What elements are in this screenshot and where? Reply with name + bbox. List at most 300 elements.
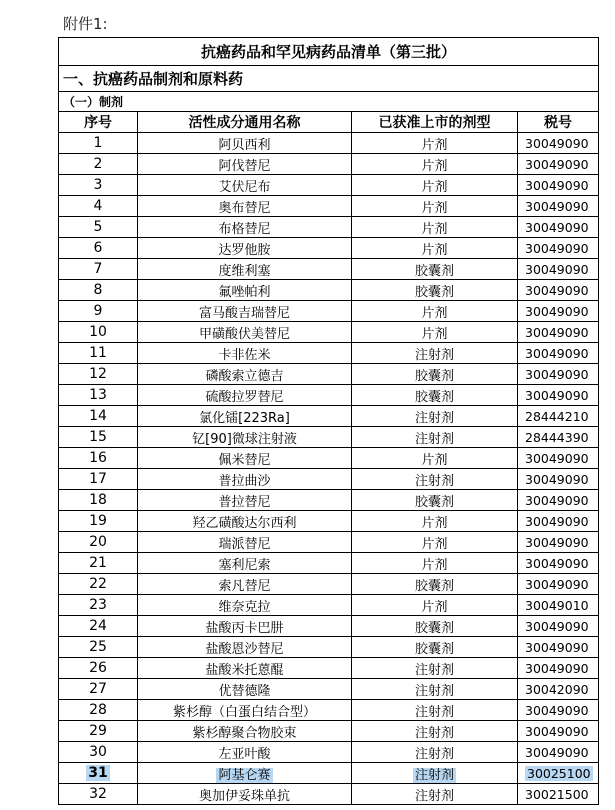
tax-code-text: 30049090	[525, 219, 589, 235]
tax-code	[518, 616, 599, 637]
dosage-form-text: 胶囊剂	[414, 284, 454, 300]
dosage-form-text: 注射剂	[414, 410, 454, 426]
drug-name	[138, 238, 352, 259]
tax-code	[518, 637, 599, 658]
drug-name	[138, 595, 352, 616]
dosage-form	[352, 616, 518, 637]
dosage-form-text: 注射剂	[414, 725, 454, 741]
drug-name-text: 硫酸拉罗替尼	[205, 389, 284, 405]
drug-name	[138, 511, 352, 532]
row-number-text: 18	[89, 492, 107, 508]
row-number-text: 14	[89, 408, 107, 424]
table-row	[59, 175, 599, 196]
drug-name	[138, 616, 352, 637]
dosage-form	[352, 532, 518, 553]
dosage-form-text: 注射剂	[414, 473, 454, 489]
dosage-form	[352, 427, 518, 448]
drug-name-text: 度维利塞	[218, 263, 271, 279]
subsection-heading: （一）制剂	[59, 92, 599, 112]
drug-name-text: 阿基仑赛	[218, 767, 271, 783]
tax-code-text: 28444390	[525, 429, 589, 445]
row-number	[59, 511, 138, 532]
drug-name-text: 佩米替尼	[218, 452, 271, 468]
tax-code	[518, 658, 599, 679]
drug-name	[138, 322, 352, 343]
tax-code-text: 28444210	[525, 408, 589, 424]
table-row	[59, 721, 599, 742]
table-row	[59, 259, 599, 280]
dosage-form	[352, 553, 518, 574]
table-row	[59, 427, 599, 448]
tax-code	[518, 196, 599, 217]
tax-code-text: 30049090	[525, 135, 589, 151]
tax-code-text: 30049090	[525, 702, 589, 718]
tax-code-text: 30049090	[525, 198, 589, 214]
row-number-text: 32	[89, 786, 107, 802]
tax-code	[518, 553, 599, 574]
tax-code-text: 30049090	[525, 744, 589, 760]
drug-name-text: 普拉曲沙	[218, 473, 271, 489]
dosage-form-text: 胶囊剂	[414, 641, 454, 657]
row-number-text: 24	[89, 618, 107, 634]
dosage-form-text: 片剂	[421, 200, 448, 216]
tax-code-text: 30049090	[525, 576, 589, 592]
dosage-form	[352, 490, 518, 511]
table-row	[59, 217, 599, 238]
table-row	[59, 238, 599, 259]
table-row	[59, 343, 599, 364]
drug-name-text: 奥布替尼	[218, 200, 271, 216]
drug-name-text: 富马酸吉瑞替尼	[198, 305, 290, 321]
drug-name	[138, 469, 352, 490]
table-row	[59, 133, 599, 154]
drug-name	[138, 448, 352, 469]
row-number-text: 6	[93, 240, 103, 256]
section-heading: 一、抗癌药品制剂和原料药	[59, 66, 599, 92]
drug-name	[138, 217, 352, 238]
row-number	[59, 343, 138, 364]
tax-code-text: 30049090	[525, 261, 589, 277]
dosage-form-text: 片剂	[421, 242, 448, 258]
row-number-text: 10	[89, 324, 107, 340]
dosage-form	[352, 469, 518, 490]
tax-code	[518, 700, 599, 721]
row-number	[59, 679, 138, 700]
row-number	[59, 721, 138, 742]
drug-name-text: 盐酸米托蒽醌	[205, 662, 284, 678]
dosage-form	[352, 448, 518, 469]
tax-code-text: 30049090	[525, 345, 589, 361]
row-number	[59, 658, 138, 679]
dosage-form	[352, 637, 518, 658]
tax-code-text: 30049090	[525, 324, 589, 340]
row-number	[59, 553, 138, 574]
dosage-form	[352, 217, 518, 238]
row-number	[59, 301, 138, 322]
dosage-form-text: 片剂	[421, 452, 448, 468]
row-number-text: 29	[89, 723, 107, 739]
row-number	[59, 700, 138, 721]
tax-code-text: 30049090	[525, 156, 589, 172]
dosage-form-text: 注射剂	[414, 704, 454, 720]
tax-code	[518, 133, 599, 154]
dosage-form-text: 片剂	[421, 221, 448, 237]
table-row	[59, 469, 599, 490]
table-row	[59, 574, 599, 595]
row-number-text: 25	[89, 639, 107, 655]
tax-code	[518, 259, 599, 280]
dosage-form-text: 片剂	[421, 305, 448, 321]
row-number	[59, 742, 138, 763]
dosage-form	[352, 154, 518, 175]
dosage-form	[352, 679, 518, 700]
attachment-label: 附件1:	[63, 15, 108, 33]
dosage-form	[352, 259, 518, 280]
row-number-text: 15	[89, 429, 107, 445]
drug-name-text: 优替德隆	[218, 683, 271, 699]
tax-code-text: 30049090	[525, 660, 589, 676]
row-number	[59, 637, 138, 658]
tax-code	[518, 217, 599, 238]
drug-name-text: 达罗他胺	[218, 242, 271, 258]
row-number-text: 30	[89, 744, 107, 760]
table-row	[59, 154, 599, 175]
header-form: 已获准上市的剂型	[352, 112, 518, 133]
row-number-text: 12	[89, 366, 107, 382]
drug-name-text: 甲磺酸伏美替尼	[198, 326, 290, 342]
table-row	[59, 763, 599, 784]
row-number-text: 7	[93, 261, 103, 277]
dosage-form	[352, 658, 518, 679]
row-number	[59, 763, 138, 784]
dosage-form-text: 注射剂	[414, 746, 454, 762]
drug-name	[138, 301, 352, 322]
tax-code-text: 30049090	[525, 303, 589, 319]
drug-name	[138, 721, 352, 742]
tax-code-text: 30049090	[525, 723, 589, 739]
dosage-form-text: 胶囊剂	[414, 620, 454, 636]
row-number	[59, 469, 138, 490]
dosage-form-text: 片剂	[421, 599, 448, 615]
tax-code-text: 30025100	[527, 765, 591, 781]
row-number-text: 9	[93, 303, 103, 319]
row-number-text: 28	[89, 702, 107, 718]
tax-code	[518, 301, 599, 322]
section-heading-row	[59, 66, 599, 92]
table-row	[59, 637, 599, 658]
tax-code-text: 30049090	[525, 240, 589, 256]
row-number	[59, 280, 138, 301]
drug-name	[138, 784, 352, 805]
tax-code	[518, 427, 599, 448]
dosage-form-text: 注射剂	[414, 683, 454, 699]
tax-code-text: 30049090	[525, 366, 589, 382]
row-number-text: 27	[89, 681, 107, 697]
header-tax: 税号	[518, 112, 599, 133]
row-number-text: 4	[93, 198, 103, 214]
tax-code-text: 30049010	[525, 597, 589, 613]
row-number-text: 26	[89, 660, 107, 676]
tax-code-text: 30049090	[525, 387, 589, 403]
tax-code-text: 30049090	[525, 555, 589, 571]
drug-name	[138, 364, 352, 385]
row-number	[59, 616, 138, 637]
row-number	[59, 385, 138, 406]
drug-name-text: 卡非佐米	[218, 347, 271, 363]
row-number	[59, 406, 138, 427]
table-row	[59, 385, 599, 406]
tax-code	[518, 322, 599, 343]
dosage-form-text: 胶囊剂	[414, 263, 454, 279]
drug-name	[138, 385, 352, 406]
tax-code	[518, 763, 599, 784]
dosage-form	[352, 133, 518, 154]
row-number-text: 8	[93, 282, 103, 298]
dosage-form	[352, 784, 518, 805]
dosage-form-text: 片剂	[421, 557, 448, 573]
dosage-form	[352, 511, 518, 532]
table-row	[59, 658, 599, 679]
table-row	[59, 532, 599, 553]
table-row	[59, 280, 599, 301]
drug-name-text: 左亚叶酸	[218, 746, 271, 762]
tax-code	[518, 574, 599, 595]
drug-name-text: 维奈克拉	[218, 599, 271, 615]
tax-code-text: 30049090	[525, 177, 589, 193]
column-header-row	[59, 112, 599, 133]
row-number-text: 13	[89, 387, 107, 403]
table-row	[59, 700, 599, 721]
dosage-form	[352, 700, 518, 721]
table-title-row	[59, 38, 599, 66]
row-number	[59, 322, 138, 343]
drug-name	[138, 658, 352, 679]
row-number	[59, 259, 138, 280]
row-number-text: 16	[89, 450, 107, 466]
table-row	[59, 511, 599, 532]
dosage-form-text: 注射剂	[414, 788, 454, 804]
tax-code-text: 30049090	[525, 492, 589, 508]
dosage-form	[352, 175, 518, 196]
row-number-text: 5	[93, 219, 103, 235]
tax-code-text: 30049090	[525, 513, 589, 529]
tax-code	[518, 679, 599, 700]
dosage-form	[352, 196, 518, 217]
tax-code	[518, 364, 599, 385]
drug-name-text: 紫杉醇（白蛋白结合型）	[172, 704, 316, 720]
drug-name-text: 磷酸索立德吉	[205, 368, 284, 384]
dosage-form	[352, 742, 518, 763]
row-number	[59, 490, 138, 511]
dosage-form	[352, 763, 518, 784]
row-number	[59, 175, 138, 196]
table-row	[59, 784, 599, 805]
subsection-heading-row	[59, 92, 599, 112]
tax-code	[518, 595, 599, 616]
table-row	[59, 301, 599, 322]
table-row	[59, 742, 599, 763]
drug-name	[138, 490, 352, 511]
dosage-form-text: 胶囊剂	[414, 494, 454, 510]
drug-name	[138, 175, 352, 196]
row-number-text: 2	[93, 156, 103, 172]
tax-code	[518, 343, 599, 364]
tax-code	[518, 406, 599, 427]
drug-name-text: 奥加伊妥珠单抗	[198, 788, 290, 804]
tax-code	[518, 511, 599, 532]
table-row	[59, 616, 599, 637]
row-number	[59, 595, 138, 616]
drug-name-text: 索凡替尼	[218, 578, 271, 594]
row-number	[59, 427, 138, 448]
drug-name	[138, 679, 352, 700]
tax-code-text: 30049090	[525, 534, 589, 550]
row-number	[59, 133, 138, 154]
dosage-form-text: 胶囊剂	[414, 389, 454, 405]
dosage-form	[352, 406, 518, 427]
dosage-form	[352, 238, 518, 259]
row-number	[59, 574, 138, 595]
drug-name	[138, 406, 352, 427]
table-row	[59, 595, 599, 616]
table-row	[59, 406, 599, 427]
drug-name-text: 羟乙磺酸达尔西利	[192, 515, 297, 531]
dosage-form	[352, 385, 518, 406]
tax-code-text: 30049090	[525, 471, 589, 487]
row-number-text: 23	[89, 597, 107, 613]
drug-name-text: 氯化镭[223Ra]	[199, 410, 290, 426]
dosage-form-text: 片剂	[421, 179, 448, 195]
tax-code-text: 30042090	[525, 681, 589, 697]
drug-name	[138, 154, 352, 175]
drug-name	[138, 280, 352, 301]
row-number-text: 17	[89, 471, 107, 487]
tax-code-text: 30049090	[525, 450, 589, 466]
tax-code	[518, 385, 599, 406]
dosage-form-text: 片剂	[421, 515, 448, 531]
row-number-text: 22	[89, 576, 107, 592]
drug-list-table	[58, 37, 599, 805]
drug-name	[138, 427, 352, 448]
row-number-text: 3	[93, 177, 103, 193]
table-row	[59, 553, 599, 574]
drug-name	[138, 343, 352, 364]
drug-name	[138, 700, 352, 721]
tax-code-text: 30049090	[525, 282, 589, 298]
table-row	[59, 322, 599, 343]
drug-name	[138, 742, 352, 763]
tax-code	[518, 469, 599, 490]
drug-name	[138, 259, 352, 280]
table-row	[59, 490, 599, 511]
tax-code-text: 30021500	[525, 786, 589, 802]
dosage-form	[352, 721, 518, 742]
dosage-form-text: 片剂	[421, 158, 448, 174]
row-number	[59, 154, 138, 175]
dosage-form-text: 注射剂	[414, 662, 454, 678]
table-row	[59, 364, 599, 385]
drug-name	[138, 532, 352, 553]
row-number-text: 1	[93, 135, 103, 151]
row-number	[59, 238, 138, 259]
drug-name-text: 瑞派替尼	[218, 536, 271, 552]
tax-code	[518, 742, 599, 763]
drug-name-text: 氟唑帕利	[218, 284, 271, 300]
dosage-form	[352, 595, 518, 616]
dosage-form-text: 胶囊剂	[414, 368, 454, 384]
dosage-form-text: 注射剂	[414, 767, 454, 783]
drug-name-text: 盐酸恩沙替尼	[205, 641, 284, 657]
dosage-form	[352, 322, 518, 343]
row-number-text: 31	[88, 765, 108, 781]
table-row	[59, 679, 599, 700]
drug-name	[138, 553, 352, 574]
drug-name-text: 塞利尼索	[218, 557, 271, 573]
dosage-form-text: 片剂	[421, 326, 448, 342]
row-number	[59, 448, 138, 469]
drug-name	[138, 574, 352, 595]
drug-name-text: 布格替尼	[218, 221, 271, 237]
tax-code	[518, 490, 599, 511]
drug-name-text: 阿伐替尼	[218, 158, 271, 174]
tax-code	[518, 532, 599, 553]
row-number-text: 19	[89, 513, 107, 529]
tax-code-text: 30049090	[525, 639, 589, 655]
tax-code	[518, 238, 599, 259]
dosage-form	[352, 280, 518, 301]
dosage-form-text: 胶囊剂	[414, 578, 454, 594]
dosage-form-text: 注射剂	[414, 431, 454, 447]
row-number-text: 11	[89, 345, 107, 361]
row-number	[59, 196, 138, 217]
header-no: 序号	[59, 112, 138, 133]
table-title: 抗癌药品和罕见病药品清单（第三批）	[59, 38, 599, 66]
drug-name	[138, 637, 352, 658]
drug-name	[138, 763, 352, 784]
tax-code-text: 30049090	[525, 618, 589, 634]
drug-name-text: 紫杉醇聚合物胶束	[192, 725, 297, 741]
drug-name-text: 艾伏尼布	[218, 179, 271, 195]
table-row	[59, 196, 599, 217]
tax-code	[518, 154, 599, 175]
row-number	[59, 532, 138, 553]
tax-code	[518, 721, 599, 742]
drug-name-text: 普拉替尼	[218, 494, 271, 510]
row-number-text: 21	[89, 555, 107, 571]
table-row	[59, 448, 599, 469]
row-number	[59, 364, 138, 385]
dosage-form-text: 片剂	[421, 137, 448, 153]
drug-name	[138, 133, 352, 154]
tax-code	[518, 784, 599, 805]
dosage-form	[352, 574, 518, 595]
drug-name	[138, 196, 352, 217]
tax-code	[518, 448, 599, 469]
dosage-form	[352, 343, 518, 364]
tax-code	[518, 175, 599, 196]
dosage-form	[352, 364, 518, 385]
row-number	[59, 784, 138, 805]
drug-name-text: 钇[90]微球注射液	[192, 431, 297, 447]
dosage-form	[352, 301, 518, 322]
dosage-form-text: 片剂	[421, 536, 448, 552]
tax-code	[518, 280, 599, 301]
dosage-form-text: 注射剂	[414, 347, 454, 363]
drug-name-text: 盐酸丙卡巴肼	[205, 620, 284, 636]
header-name: 活性成分通用名称	[138, 112, 352, 133]
row-number	[59, 217, 138, 238]
row-number-text: 20	[89, 534, 107, 550]
